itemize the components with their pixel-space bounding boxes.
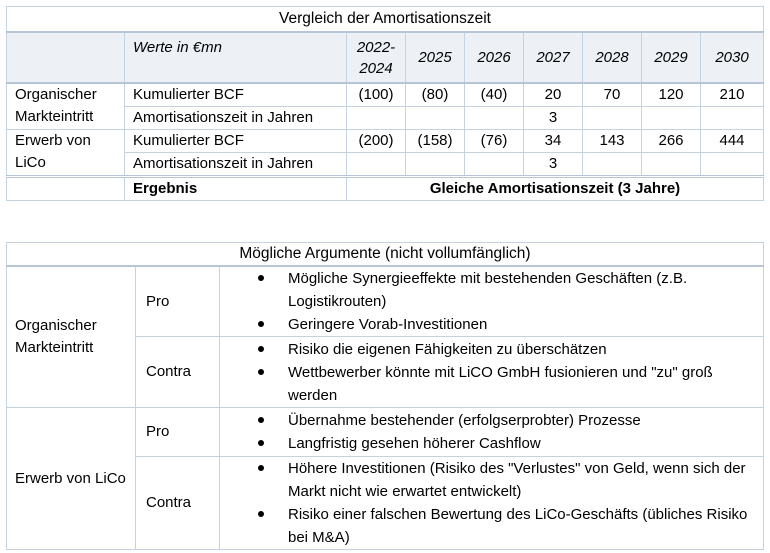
list-item: Risiko einer falschen Bewertung des LiCo-Geschäfts (übliches Risiko bei M&A) <box>288 503 755 549</box>
result-row <box>7 177 764 201</box>
table-row <box>7 130 764 153</box>
row-label: Amortisationszeit in Jahren <box>125 153 347 177</box>
value-cell: 120 <box>642 83 701 107</box>
unit-label: Werte in €mn <box>125 32 347 83</box>
value-cell: 3 <box>524 153 583 177</box>
value-cell: (40) <box>465 83 524 107</box>
value-cell <box>583 153 642 177</box>
list-item: Langfristig gesehen höherer Cashflow <box>288 432 755 455</box>
list-item: Übernahme bestehender (erfolgserprobter) Prozesse <box>288 409 755 432</box>
group-label-organic: Organischer Markteintritt <box>7 83 125 130</box>
year-header: 2029 <box>642 32 701 83</box>
value-cell <box>701 107 764 130</box>
value-cell: 3 <box>524 107 583 130</box>
table-row <box>7 83 764 107</box>
payback-comparison-table <box>6 6 764 201</box>
value-cell: 266 <box>642 130 701 153</box>
year-header: 2026 <box>465 32 524 83</box>
pro-label: Pro <box>136 266 220 337</box>
list-item: Höhere Investitionen (Risiko des "Verlustes" von Geld, wenn sich der Markt nicht wie erwartet entwickelt) <box>288 457 755 503</box>
value-cell: 143 <box>583 130 642 153</box>
list-item: Geringere Vorab-Investitionen <box>288 313 755 336</box>
row-label: Kumulierter BCF <box>125 83 347 107</box>
value-cell: (100) <box>347 83 406 107</box>
pro-label: Pro <box>136 408 220 457</box>
year-header: 2028 <box>583 32 642 83</box>
value-cell <box>465 107 524 130</box>
year-header: 2027 <box>524 32 583 83</box>
value-cell <box>701 153 764 177</box>
result-value: Gleiche Amortisationszeit (3 Jahre) <box>347 177 764 201</box>
arguments-table <box>6 242 764 550</box>
result-empty-cell <box>7 177 125 201</box>
value-cell <box>406 107 465 130</box>
header-empty-cell <box>7 32 125 83</box>
contra-arguments <box>220 337 764 408</box>
table2-title: Mögliche Argumente (nicht vollumfänglich) <box>7 243 764 267</box>
pro-arguments <box>220 266 764 337</box>
value-cell: 210 <box>701 83 764 107</box>
row-label: Kumulierter BCF <box>125 130 347 153</box>
row-label: Amortisationszeit in Jahren <box>125 107 347 130</box>
value-cell: 20 <box>524 83 583 107</box>
year-header: 2030 <box>701 32 764 83</box>
contra-arguments <box>220 457 764 550</box>
group-label-acquisition: Erwerb von LiCo <box>7 130 125 177</box>
result-label: Ergebnis <box>125 177 347 201</box>
list-item: Risiko die eigenen Fähigkeiten zu überschätzen <box>288 338 755 361</box>
value-cell <box>465 153 524 177</box>
value-cell <box>642 153 701 177</box>
value-cell: 70 <box>583 83 642 107</box>
value-cell: (80) <box>406 83 465 107</box>
year-header: 2025 <box>406 32 465 83</box>
value-cell: 34 <box>524 130 583 153</box>
list-item: Mögliche Synergieeffekte mit bestehenden Geschäften (z.B. Logistikrouten) <box>288 267 755 313</box>
contra-label: Contra <box>136 457 220 550</box>
value-cell <box>406 153 465 177</box>
value-cell <box>642 107 701 130</box>
year-header: 2022-2024 <box>347 32 406 83</box>
group-label-acquisition: Erwerb von LiCo <box>7 408 136 550</box>
contra-label: Contra <box>136 337 220 408</box>
value-cell: (158) <box>406 130 465 153</box>
value-cell <box>347 107 406 130</box>
value-cell <box>583 107 642 130</box>
value-cell <box>347 153 406 177</box>
pro-arguments <box>220 408 764 457</box>
group-label-organic: Organischer Markteintritt <box>7 266 136 408</box>
value-cell: 444 <box>701 130 764 153</box>
list-item: Wettbewerber könnte mit LiCO GmbH fusionieren und "zu" groß werden <box>288 361 755 407</box>
value-cell: (200) <box>347 130 406 153</box>
value-cell: (76) <box>465 130 524 153</box>
table1-title: Vergleich der Amortisationszeit <box>7 7 764 33</box>
